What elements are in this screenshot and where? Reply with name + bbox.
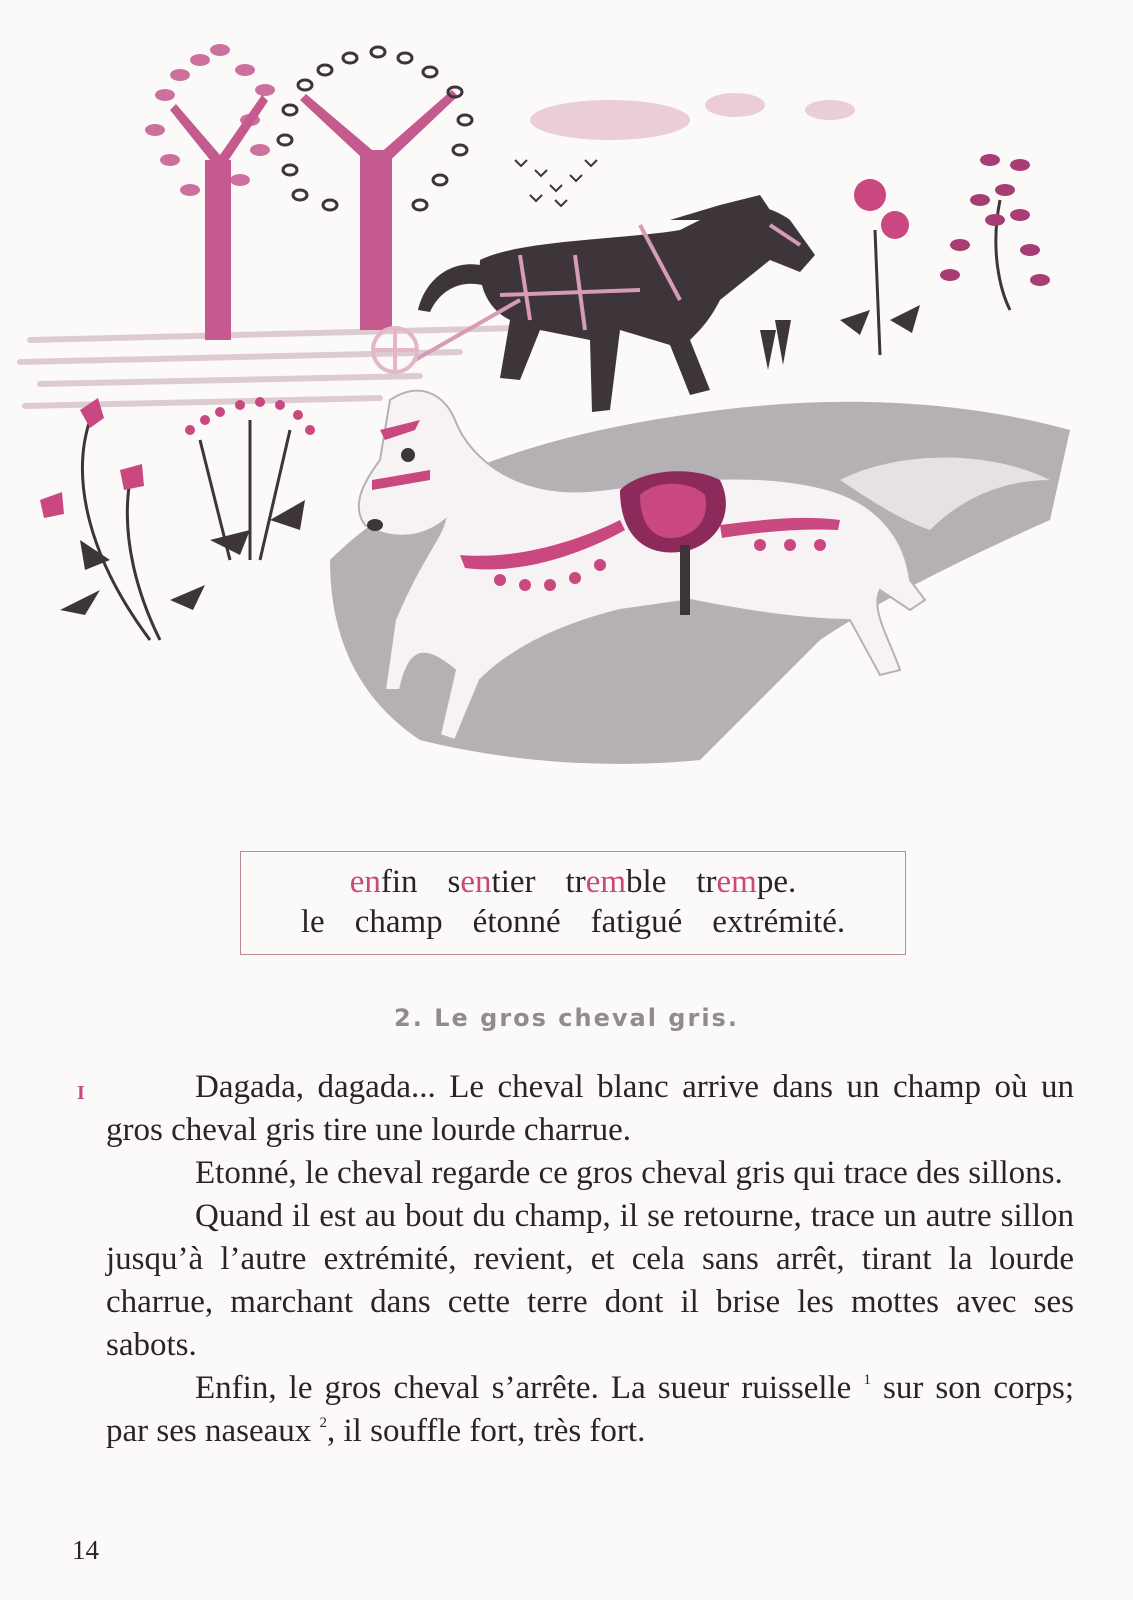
birds	[515, 160, 597, 206]
paragraph-1: Dagada, dagada... Le cheval blanc arrive dans un champ où un gros cheval gris tire une lourde charrue.	[106, 1069, 1074, 1148]
paragraph-2: Etonné, le cheval regarde ce gros cheval gris qui trace des sillons.	[195, 1155, 1063, 1191]
dark-horse	[418, 195, 815, 412]
paragraph-number: I	[77, 1082, 85, 1104]
paragraph-3: Quand il est au bout du champ, il se retourne, trace un autre sillon jusqu’à l’autre extrémité, revient, et cela sans arrêt, tirant la lourde charrue, marchant dans cette terre dont il brise les mottes avec ses sabots.	[106, 1198, 1074, 1363]
vocabulary-line-2	[241, 902, 905, 942]
field-stripes	[20, 328, 520, 406]
vocab-word: étonné	[472, 904, 561, 940]
clouds	[530, 93, 855, 140]
flowers-left	[40, 397, 315, 640]
page-number: 14	[72, 1535, 99, 1565]
vocab-word: fatigué	[590, 904, 683, 940]
vocab-word: champ	[354, 904, 443, 940]
vocab-word-trempe: trempe.	[696, 864, 797, 900]
vocab-word-enfin: enfin	[349, 864, 418, 900]
vocab-word-tremble: tremble	[565, 864, 667, 900]
story-text	[106, 1066, 1074, 1453]
plow-wheel	[373, 328, 417, 372]
footnote-ref-1: 1	[863, 1372, 871, 1388]
vocab-word: extrémité.	[712, 904, 846, 940]
vocab-word: le	[300, 904, 325, 940]
vocab-word-sentier: sentier	[447, 864, 536, 900]
paragraph-4: Enfin, le gros cheval s’arrête. La sueur ruisselle $^1$ sur son corps; par ses naseaux $^2$, il souffle fort, très fort.	[106, 1370, 1075, 1449]
section-title: 2. Le gros cheval gris.	[394, 1004, 739, 1032]
tree-left	[145, 44, 275, 340]
footnote-ref-2: 2	[319, 1415, 328, 1431]
vocabulary-line-1	[241, 862, 905, 902]
vocabulary-box	[240, 851, 906, 955]
